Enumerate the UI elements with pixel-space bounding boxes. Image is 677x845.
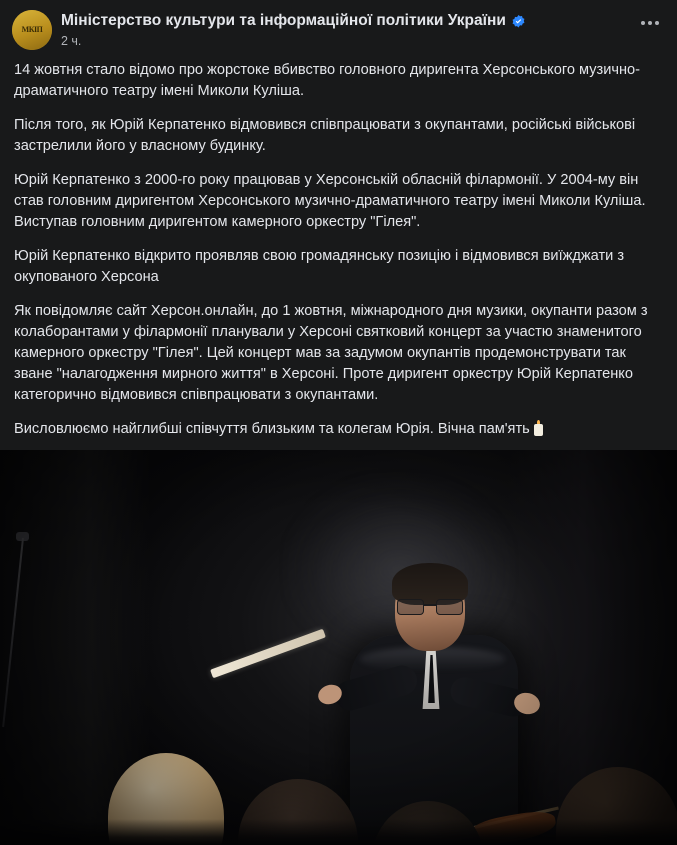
post-photo-conductor[interactable] bbox=[0, 450, 677, 845]
more-dot-1 bbox=[641, 21, 645, 25]
post-header-text bbox=[61, 10, 526, 48]
page-name[interactable]: Міністерство культури та інформаційної політики України bbox=[61, 12, 506, 29]
avatar-image bbox=[12, 10, 52, 50]
post-header bbox=[0, 0, 677, 54]
post-timestamp[interactable]: 2 ч. bbox=[61, 34, 82, 48]
post-paragraph-text: Юрій Керпатенко відкрито проявляв свою громадянську позицію і відмовився виїжджати з окупованого Херсона bbox=[14, 248, 625, 285]
avatar[interactable] bbox=[12, 10, 52, 50]
more-dot-3 bbox=[655, 21, 659, 25]
ukraine-flag-emoji bbox=[161, 270, 178, 282]
post-paragraph: Як повідомляє сайт Херсон.онлайн, до 1 жовтня, міжнародного дня музики, окупанти разом з колаборантами у філармонії планували у Херсоні святковий концерт за участю знаменитого камерного оркестру "Гілея". Цей концерт мав за задумом окупантів продемонструвати так зване "налагодження мирного життя" в Херсоні. Проте диригент оркестру Юрій Керпатенко категорично відмовився співпрацювати з окупантами. bbox=[14, 303, 648, 403]
page-name-row bbox=[61, 11, 526, 31]
post-paragraph: Юрій Керпатенко з 2000-го року працював у Херсонській обласній філармонії. У 2004-му він став головним диригентом Херсонського музично-драматичного театру імені Миколи Куліша. Виступав головним диригентом камерного оркестру "Гілея". bbox=[14, 172, 646, 230]
post-paragraph: 14 жовтня стало відомо про жорстоке вбивство головного диригента Херсонського музично-драматичного театру імені Миколи Куліша. bbox=[14, 62, 640, 99]
verified-badge-icon bbox=[511, 14, 526, 29]
post-meta bbox=[61, 34, 526, 48]
photo-vignette bbox=[0, 450, 677, 845]
post-paragraph: Після того, як Юрій Керпатенко відмовився співпрацювати з окупантами, російські військові застрелили його у власному будинку. bbox=[14, 117, 636, 154]
candle-emoji bbox=[533, 420, 544, 436]
post-text bbox=[0, 54, 677, 440]
more-options-icon[interactable] bbox=[637, 12, 663, 34]
post-paragraph bbox=[14, 246, 663, 288]
avatar-initials: МКІП bbox=[21, 25, 43, 34]
post-paragraph-text: Висловлюємо найглибші співчуття близьким та колегам Юрія. Вічна пам'ять bbox=[14, 421, 530, 437]
more-dot-2 bbox=[648, 21, 652, 25]
post-paragraph bbox=[14, 419, 663, 440]
